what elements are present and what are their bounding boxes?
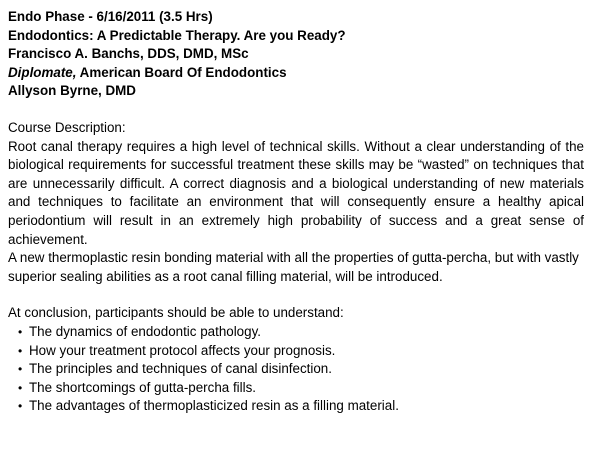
spacer: [8, 286, 584, 304]
list-item: [18, 379, 584, 398]
objectives-list: [8, 323, 584, 416]
list-item-text: The dynamics of endodontic pathology.: [29, 323, 262, 339]
list-item-text: How your treatment protocol affects your prognosis.: [29, 342, 336, 358]
course-description-paragraph: Root canal therapy requires a high level of technical skills. Without a clear understanding of the biological requirements for successful treatment these skills may be “wasted” on techniques that are unnecessarily difficult. A correct diagnosis and a biological understanding of new materials and techniques to facilitate an environment that will consequently ensure a healthy apical periodontium will result in an extremely high probability of success and a great sense of achievement.: [8, 138, 584, 247]
conclusion-intro: At conclusion, participants should be able to understand:: [8, 305, 344, 321]
co-presenter-name: Allyson Byrne, DMD: [8, 83, 136, 99]
credential-italic: Diplomate,: [8, 64, 77, 80]
event-title: Endo Phase - 6/16/2011 (3.5 Hrs): [8, 9, 213, 24]
course-description-paragraph-2: A new thermoplastic resin bonding material with all the properties of gutta-percha, but with vastly superior sealing abilities as a root canal filling material, will be introduced.: [8, 250, 579, 284]
list-item: [18, 323, 584, 342]
credential-board: American Board Of Endodontics: [76, 64, 287, 80]
list-item: [18, 360, 584, 379]
presenter-credential: [8, 64, 584, 83]
course-title: Endodontics: A Predictable Therapy. Are you Ready?: [8, 27, 346, 43]
presenter-name: Francisco A. Banchs, DDS, DMD, MSc: [8, 46, 249, 62]
list-item-text: The shortcomings of gutta-percha fills.: [29, 379, 257, 395]
list-item-text: The advantages of thermoplasticized resin as a filling material.: [29, 398, 399, 414]
bullet-icon: •: [18, 343, 23, 358]
bullet-icon: •: [18, 324, 23, 339]
document-body: [8, 8, 584, 416]
spacer: [8, 101, 584, 119]
list-item: [18, 397, 584, 416]
list-item-text: The principles and techniques of canal disinfection.: [29, 361, 332, 377]
list-item: [18, 342, 584, 361]
bullet-icon: •: [18, 362, 23, 377]
course-description-label: Course Description:: [8, 119, 126, 135]
bullet-icon: •: [18, 399, 23, 414]
bullet-icon: •: [18, 380, 23, 395]
